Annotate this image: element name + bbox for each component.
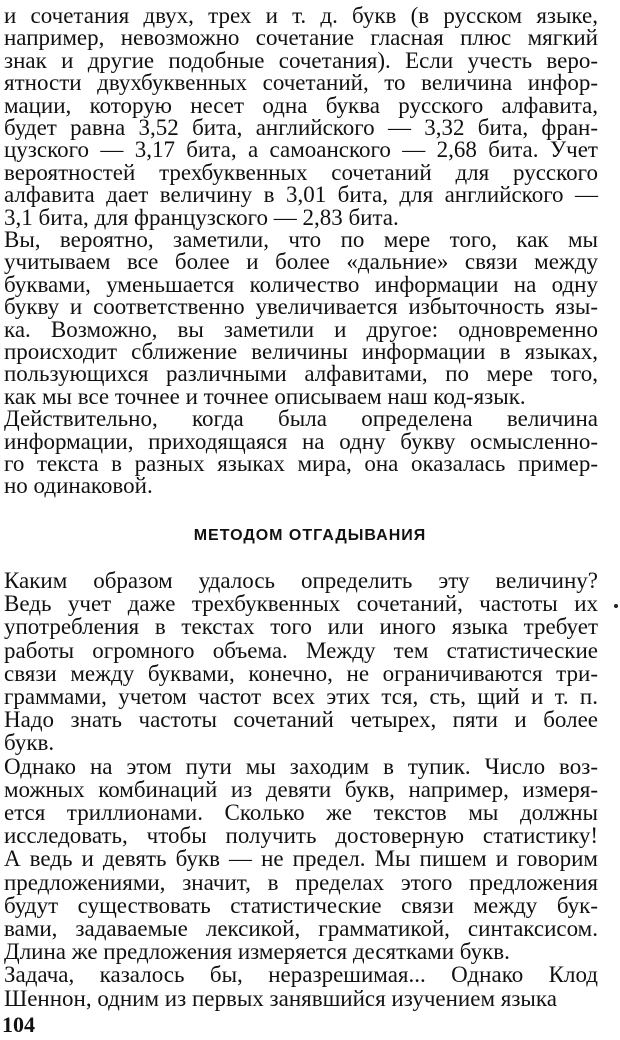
- text-line: Шеннон, одним из первых занявшийся изучением языка: [4, 985, 557, 1011]
- text-line: Однако на этом пути мы заходим в тупик. Число воз-: [4, 753, 598, 779]
- text-line: Каким образом удалось определить эту величину?: [4, 568, 598, 593]
- text-line: происходит сближение величины информации в языках,: [4, 339, 598, 364]
- text-line: буквами, уменьшается количество информации на одну: [4, 271, 598, 297]
- text-line: вами, задаваемые лексикой, грамматикой, синтаксисом.: [4, 916, 598, 941]
- text-line: Длина же предложения измеряется десятками букв.: [4, 939, 510, 965]
- text-line: знак и другие подобные сочетания). Если учесть веро-: [4, 47, 598, 73]
- text-line: будут существовать статистические связи между бук-: [4, 892, 598, 918]
- text-line: Надо знать частоты сочетаний четырех, пяти и более: [4, 707, 598, 733]
- text-line: но одинаковой.: [4, 473, 153, 499]
- text-line: А ведь и девять букв — не предел. Мы пишем и говорим: [4, 846, 598, 872]
- text-line: граммами, учетом частот всех этих тся, сть, щий и т. п.: [4, 684, 598, 709]
- text-line: го текста в разных языках мира, она оказалась пример-: [4, 451, 598, 476]
- text-line: Ведь учет даже трехбуквенных сочетаний, частоты их: [4, 591, 598, 617]
- text-line: и сочетания двух, трех и т. д. букв (в русском языке,: [4, 3, 598, 28]
- text-line: можных комбинаций из девяти букв, например, измеря-: [4, 776, 598, 802]
- text-line: будет равна 3,52 бита, английского — 3,32 бита, фран-: [4, 115, 598, 140]
- text-line: пользующихся различными алфавитами, по мере того,: [4, 361, 598, 387]
- text-line: исследовать, чтобы получить достоверную статистику!: [4, 823, 598, 849]
- text-line: например, невозможно сочетание гласная плюс мягкий: [4, 25, 598, 51]
- text-line: употребления в текстах того или иного языка требует: [4, 614, 598, 640]
- text-line: Вы, вероятно, заметили, что по мере того, как мы: [4, 227, 598, 252]
- text-line: связи между буквами, конечно, не ограничиваются три-: [4, 660, 598, 686]
- text-line: предложениями, значит, в пределах этого предложения: [4, 869, 598, 895]
- text-line: работы огромного объема. Между тем статистические: [4, 637, 598, 663]
- text-line: ется триллионами. Сколько же текстов мы должны: [4, 800, 598, 825]
- text-line: Задача, казалось бы, неразрешимая... Однако Клод: [4, 962, 598, 988]
- text-line: алфавита дает величину в 3,01 бита, для английского —: [4, 182, 598, 208]
- text-line: цузского — 3,17 бита, а самоанского — 2,68 бита. Учет: [4, 137, 598, 163]
- text-line: Действительно, когда была определена величина: [4, 406, 598, 432]
- text-line: информации, приходящаяся на одну букву осмысленно-: [4, 428, 598, 454]
- section-heading: МЕТОДОМ ОТГАДЫВАНИЯ: [193, 527, 427, 544]
- text-line: ка. Возможно, вы заметили и другое: одновременно: [4, 316, 598, 342]
- text-line: букв.: [4, 730, 55, 756]
- text-line: как мы все точнее и точнее описываем наш код-язык.: [4, 383, 526, 409]
- text-line: 3,1 бита, для французского — 2,83 бита.: [4, 204, 399, 230]
- text-line: мации, которую несет одна буква русского алфавита,: [4, 92, 598, 118]
- margin-dot-mark: [614, 604, 618, 608]
- text-line: учитываем все более и более «дальние» связи между: [4, 249, 598, 275]
- text-line: вероятностей трехбуквенных сочетаний для русского: [4, 159, 598, 185]
- text-line: букву и соответственно увеличивается избыточность язы-: [4, 294, 598, 320]
- text-line: ятности двухбуквенных сочетаний, то величина инфор-: [4, 70, 598, 96]
- page-number: 104: [2, 1012, 35, 1037]
